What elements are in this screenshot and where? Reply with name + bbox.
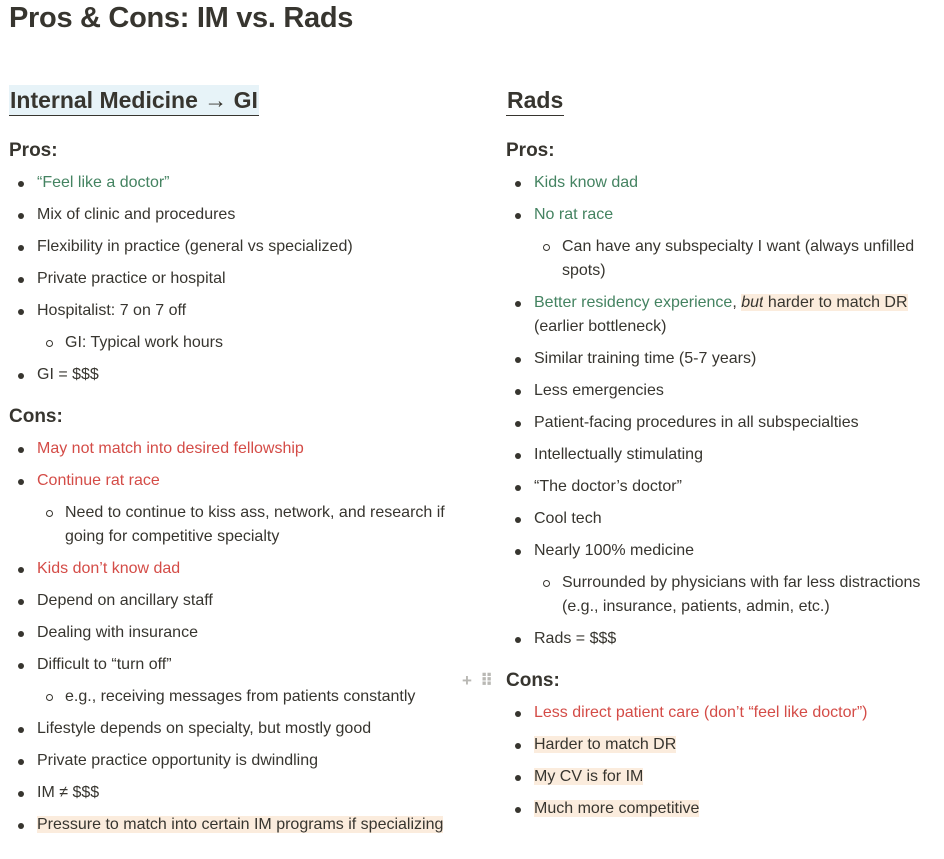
item-text: Nearly 100% medicine xyxy=(534,542,695,559)
list-item[interactable] xyxy=(9,199,479,231)
rads-heading-text: Rads xyxy=(506,85,564,116)
item-text: Hospitalist: 7 on 7 off xyxy=(37,302,187,319)
item-text: Cool tech xyxy=(534,510,602,527)
list-item[interactable] xyxy=(506,503,942,535)
list-item[interactable] xyxy=(506,535,942,567)
item-text: My CV is for IM xyxy=(534,768,644,785)
rads-cons-list xyxy=(506,697,942,825)
im-heading-text: Internal Medicine → GI xyxy=(9,85,259,116)
item-text: Kids don’t know dad xyxy=(37,560,181,577)
im-column xyxy=(9,85,479,841)
im-pros-list xyxy=(9,167,479,391)
sub-list-item[interactable] xyxy=(37,681,479,713)
rads-pros-heading: Pros: xyxy=(506,140,555,161)
item-text: “The doctor’s doctor” xyxy=(534,478,682,495)
item-text: Can have any subspecialty I want (always unfilled spots) xyxy=(562,238,915,279)
list-item[interactable] xyxy=(506,287,942,343)
list-item[interactable] xyxy=(9,433,479,465)
item-text: Similar training time (5-7 years) xyxy=(534,350,757,367)
list-item[interactable] xyxy=(506,343,942,375)
plus-icon[interactable]: + xyxy=(462,671,472,690)
item-text: Kids know dad xyxy=(534,174,639,191)
item-text: Rads = $$$ xyxy=(534,630,617,647)
bottleneck-text: (earlier bottleneck) xyxy=(534,318,667,335)
item-text: Pressure to match into certain IM programs if specializing xyxy=(37,816,444,833)
list-item[interactable] xyxy=(9,167,479,199)
sub-list-item[interactable] xyxy=(534,231,942,287)
item-text: No rat race xyxy=(534,206,614,223)
emphasis-text: but xyxy=(741,294,764,311)
list-item[interactable] xyxy=(9,745,479,777)
list-item[interactable] xyxy=(9,777,479,809)
list-item[interactable] xyxy=(9,809,479,841)
item-text: Mix of clinic and procedures xyxy=(37,206,236,223)
item-text: Flexibility in practice (general vs specialized) xyxy=(37,238,353,255)
im-cons-list xyxy=(9,433,479,841)
list-item[interactable] xyxy=(9,553,479,585)
item-text: Continue rat race xyxy=(37,472,160,489)
list-item[interactable] xyxy=(506,697,942,729)
im-pros-heading: Pros: xyxy=(9,140,58,161)
item-text: Less direct patient care (don’t “feel like doctor”) xyxy=(534,704,868,721)
item-text: Patient-facing procedures in all subspecialties xyxy=(534,414,859,431)
item-text: Dealing with insurance xyxy=(37,624,198,641)
sub-list-item[interactable] xyxy=(37,497,479,553)
list-item[interactable] xyxy=(9,295,479,327)
item-text: GI: Typical work hours xyxy=(65,334,223,351)
list-item[interactable] xyxy=(9,359,479,391)
list-item[interactable] xyxy=(506,761,942,793)
list-item[interactable] xyxy=(506,199,942,231)
list-item[interactable] xyxy=(506,407,942,439)
match-text: harder to match DR xyxy=(763,294,908,311)
item-text: Less emergencies xyxy=(534,382,664,399)
item-text: Intellectually stimulating xyxy=(534,446,703,463)
separator-text: , xyxy=(732,294,742,311)
list-item[interactable] xyxy=(506,729,942,761)
page-title: Pros & Cons: IM vs. Rads xyxy=(9,2,354,34)
item-text: Need to continue to kiss ass, network, and research if going for competitive specialty xyxy=(65,504,445,545)
list-item[interactable] xyxy=(506,439,942,471)
list-item[interactable] xyxy=(9,617,479,649)
im-heading[interactable] xyxy=(9,85,479,117)
list-item[interactable] xyxy=(9,649,479,681)
im-cons-heading: Cons: xyxy=(9,406,63,427)
rads-pros-list xyxy=(506,167,942,655)
residency-text: Better residency experience xyxy=(534,294,733,311)
item-text: Much more competitive xyxy=(534,800,700,817)
list-item[interactable] xyxy=(9,713,479,745)
list-item[interactable] xyxy=(9,231,479,263)
list-item[interactable] xyxy=(9,585,479,617)
item-text: May not match into desired fellowship xyxy=(37,440,304,457)
block-handle xyxy=(462,667,493,695)
item-text: Harder to match DR xyxy=(534,736,677,753)
rads-cons-label: Cons: xyxy=(506,670,560,691)
list-item[interactable] xyxy=(506,623,942,655)
item-text: e.g., receiving messages from patients constantly xyxy=(65,688,416,705)
list-item[interactable] xyxy=(9,465,479,497)
list-item[interactable] xyxy=(506,471,942,503)
item-text: Depend on ancillary staff xyxy=(37,592,213,609)
item-text: GI = $$$ xyxy=(37,366,99,383)
list-item[interactable] xyxy=(506,793,942,825)
list-item[interactable] xyxy=(506,375,942,407)
list-item[interactable] xyxy=(506,167,942,199)
item-text: Difficult to “turn off” xyxy=(37,656,172,673)
item-text: Surrounded by physicians with far less distractions (e.g., insurance, patients, admin, etc.) xyxy=(562,574,921,615)
rads-column xyxy=(462,85,942,825)
item-text: “Feel like a doctor” xyxy=(37,174,170,191)
sub-list-item[interactable] xyxy=(534,567,942,623)
item-text: IM ≠ $$$ xyxy=(37,784,100,801)
item-text: Private practice opportunity is dwindling xyxy=(37,752,319,769)
item-text: Private practice or hospital xyxy=(37,270,226,287)
drag-handle-icon[interactable]: ⠿ xyxy=(479,671,494,690)
sub-list-item[interactable] xyxy=(37,327,479,359)
item-text: Lifestyle depends on specialty, but mostly good xyxy=(37,720,372,737)
list-item[interactable] xyxy=(9,263,479,295)
rads-cons-heading xyxy=(462,667,942,697)
rads-heading[interactable] xyxy=(506,85,942,117)
